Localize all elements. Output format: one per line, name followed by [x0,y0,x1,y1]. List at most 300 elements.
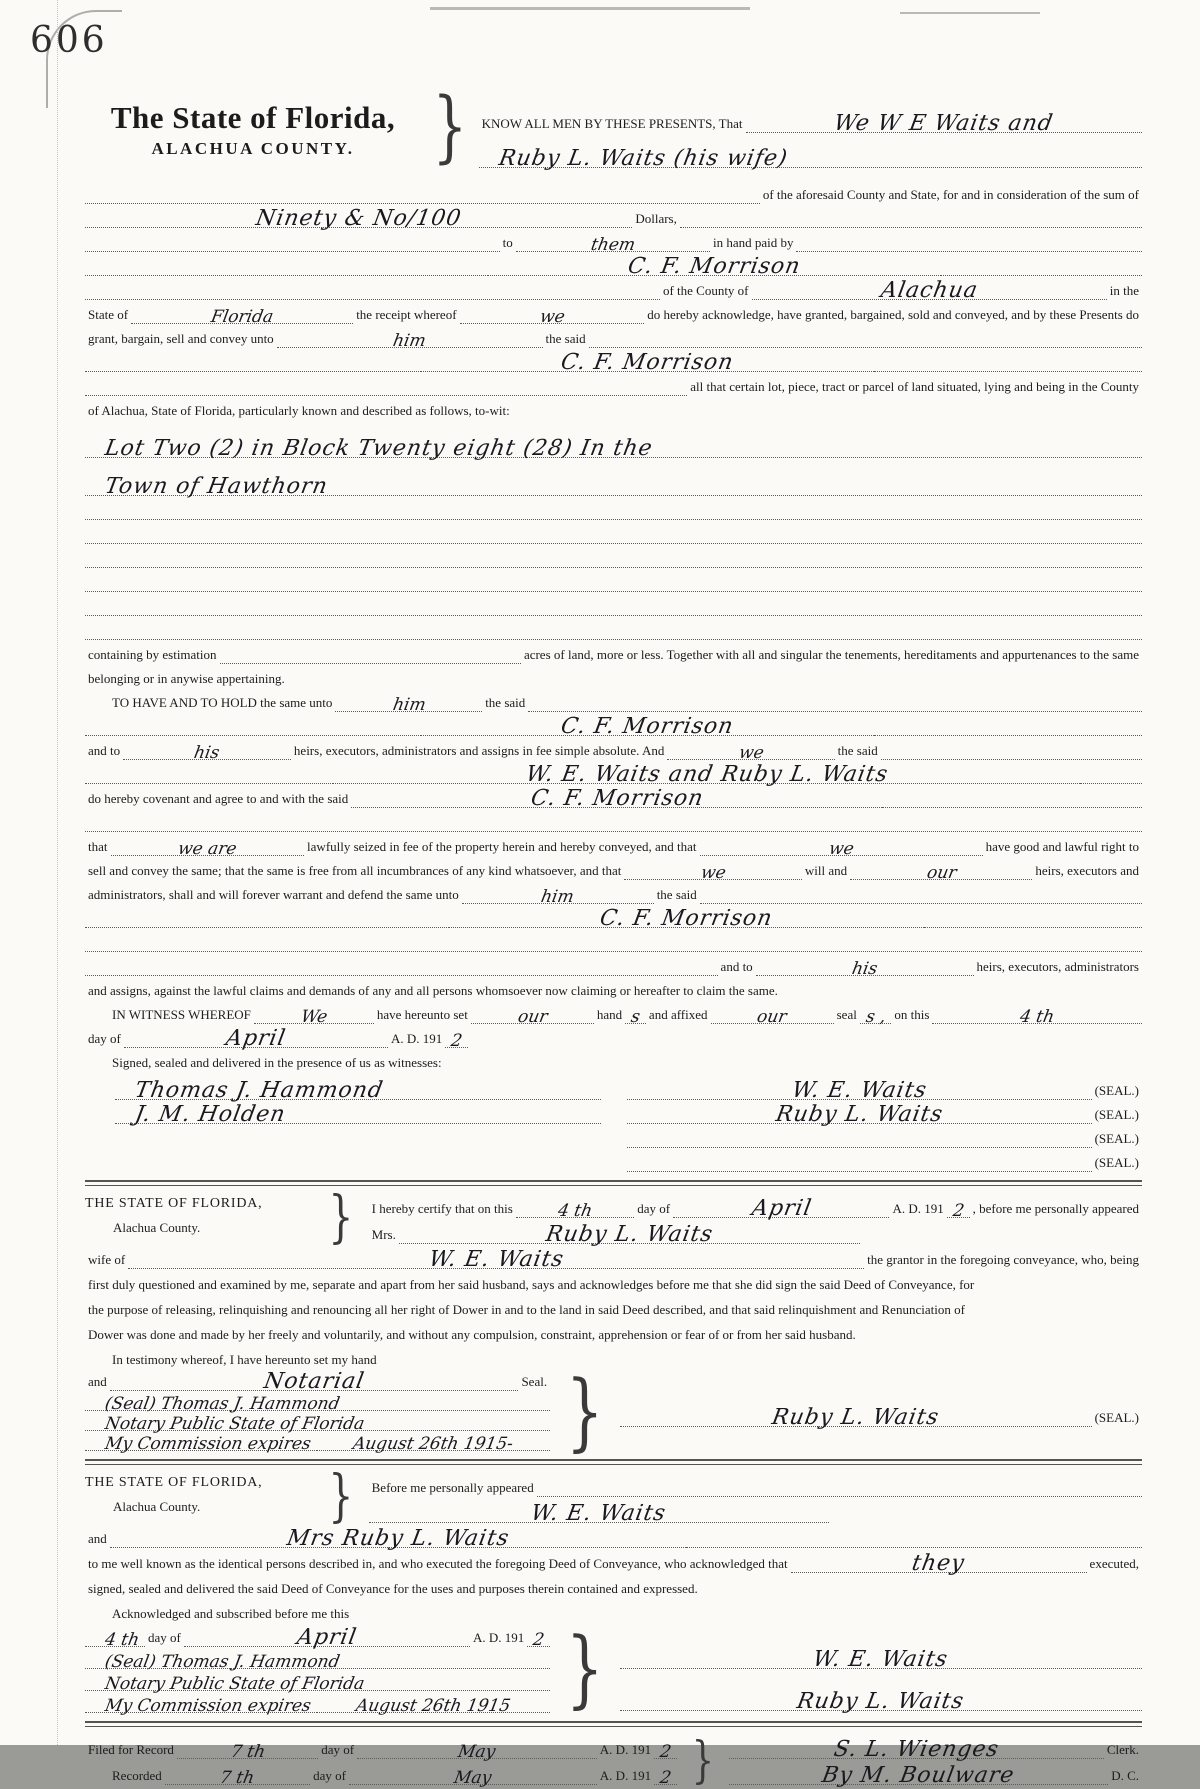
printed-text: Filed for Record [88,1742,174,1758]
handwriting-slot [479,132,1142,171]
handwritten-entry: s [629,1007,642,1027]
form-line [85,324,1142,351]
handwriting-slot [124,1023,388,1051]
dotted-blank [85,251,488,276]
handwritten-entry: W. E. Waits [529,1501,669,1526]
form-line [85,784,1142,811]
printed-text: to [502,235,513,251]
handwritten-entry: We W E Waits and [832,111,1056,136]
printed-text: belonging or in anywise appertaining. [88,671,285,687]
printed-text: Recorded [112,1768,162,1784]
form-line [85,204,1142,231]
notary-block-dower [85,1185,1142,1460]
form-line [85,1647,550,1672]
form-line [729,1733,1142,1762]
handwritten-entry: Ruby L. Waits [543,1222,716,1247]
handwriting-slot [850,855,1032,883]
printed-text: of the County of [662,283,749,299]
handwritten-entry: (Seal) Thomas J. Hammond [103,1652,342,1672]
form-line [620,1627,1142,1672]
handwriting-slot [85,457,1142,499]
handwritten-entry: our [924,863,958,883]
printed-text: (SEAL.) [1094,1083,1139,1099]
form-line [627,1100,1142,1127]
scan-artifact [900,12,1040,14]
dotted-blank [445,1048,1142,1072]
section-divider [85,1459,1142,1465]
dotted-blank [85,275,660,300]
dotted-blank [513,396,1142,420]
printed-text: the said [545,331,586,347]
form-line [85,808,1142,832]
form-line [85,228,1142,255]
printed-text: State of [88,307,129,323]
grantor-signature-column [627,1076,1142,1172]
form-line [85,496,1142,520]
handwritten-entry: we [737,743,766,763]
printed-text: day of [321,1742,355,1758]
handwritten-entry: Town of Hawthorn [102,474,330,499]
printed-text: Clerk. [1106,1742,1139,1758]
header-left [85,90,421,159]
handwritten-entry: Mrs Ruby L. Waits [284,1526,512,1551]
form-line [85,544,1142,568]
form-line [85,1369,550,1394]
handwriting-slot [421,711,874,739]
handwriting-slot [184,1624,470,1650]
handwriting-slot [791,1547,1087,1576]
printed-text: grant, bargain, sell and convey unto [88,331,274,347]
form-line [85,712,1142,739]
printed-text: Seal. [521,1374,548,1390]
section-divider [85,1180,1142,1186]
state-caption: THE STATE OF FLORIDA, [85,1475,263,1490]
handwriting-slot [627,1075,1091,1103]
handwriting-slot [165,1758,310,1788]
printed-text: day of [148,1630,181,1646]
handwritten-entry: My Commission expires [103,1434,313,1454]
printed-text: do hereby covenant and agree to and with the said [88,791,349,807]
form-line [85,1548,1142,1576]
dotted-blank [85,347,421,372]
handwriting-slot [115,1075,601,1103]
form-line [369,1192,1142,1221]
form-line [85,458,1142,499]
form-line [85,1669,550,1694]
handwritten-entry: 4 th [103,1630,141,1650]
printed-text: Mrs. [371,1227,396,1243]
dotted-blank [874,711,1142,736]
dotted-blank [627,1147,1091,1172]
form-line [85,976,1142,1000]
form-line [115,1076,601,1103]
printed-text: day of [88,1031,121,1047]
handwritten-entry: Ruby L. Waits [795,1689,967,1714]
printed-text: executed, [1089,1556,1139,1572]
form-line [620,1397,1142,1430]
form-line [85,348,1142,375]
form-line [85,928,1142,952]
county-subtitle: ALACHUA COUNTY. [151,139,355,158]
printed-text: KNOW ALL MEN BY THESE PRESENTS, That [481,116,743,132]
dotted-blank [528,687,1142,712]
handwriting-slot [673,1191,889,1221]
printed-text: to me well known as the identical persons described in, and who executed the foregoing Deed of Conveyance, who acknowledged that [88,1556,788,1572]
handwritten-entry: C. F. Morrison [558,714,736,739]
handwritten-entry: C. F. Morrison [528,786,706,811]
printed-text: (SEAL.) [1094,1155,1139,1171]
printed-text: wife of [88,1252,126,1268]
printed-text: heirs, executors, administrators and assigns in fee simple absolute. And [293,743,665,759]
form-line [85,616,1142,640]
handwriting-slot [85,419,1142,461]
dotted-blank [85,519,1142,544]
handwriting-slot [460,299,645,327]
notary-block-acknowledgment [85,1464,1142,1717]
printed-text: will and [804,863,848,879]
printed-text: A. D. 191 [472,1630,525,1646]
dotted-blank [882,783,1142,808]
handwriting-slot [932,999,1142,1027]
dotted-blank [85,615,1142,640]
form-line [479,98,1142,136]
dotted-blank [874,347,1142,372]
form-line [479,133,1142,171]
form-line [85,664,1142,688]
dotted-blank [589,323,1142,348]
printed-text: the receipt whereof [356,307,457,323]
form-line [85,568,1142,592]
form-line [85,1523,1142,1551]
printed-text: day of [313,1768,346,1784]
handwriting-slot [516,1191,634,1221]
notary2-seal-column [85,1625,550,1716]
binding-spine-line [57,0,58,1745]
form-line [85,1625,550,1650]
form-line [85,1319,1142,1344]
form-line [85,420,1142,461]
printed-text: and [88,1374,107,1390]
printed-text: (SEAL.) [1094,1107,1139,1123]
handwritten-entry: My Commission expires [103,1696,313,1716]
handwritten-entry: 2 [449,1031,464,1051]
handwritten-entry: him [539,887,576,907]
printed-text: and assigns, against the lawful claims and demands of any and all persons whomsoever now claiming or hereafter to claim the same. [88,983,778,999]
form-line [115,1100,601,1127]
dotted-blank [468,1024,1142,1048]
handwriting-slot [85,1624,145,1650]
printed-text: first duly questioned and examined by me, separate and apart from her said husband, says and acknowledges before me that she did sign the said Deed of Conveyance, for [88,1277,975,1293]
handwriting-slot [624,855,802,883]
printed-text: A. D. 191 [892,1201,944,1217]
document-header [85,82,1142,172]
handwritten-entry: April [749,1196,814,1221]
brace-glyph: } [566,1362,604,1460]
witness-signature-area [85,1076,1142,1172]
handwriting-slot [254,999,374,1027]
dotted-blank [796,227,1142,252]
printed-text: the purpose of releasing, relinquishing and renouncing all her right of Dower in and to the land in said Deed described, and that said relinquishment and Renunciation of [88,1302,965,1318]
handwriting-slot [333,759,1080,787]
dotted-blank [85,567,1142,592]
brace-glyph: } [432,82,468,172]
dotted-blank [924,903,1142,928]
handwriting-slot [445,1023,468,1051]
form-line [85,592,1142,616]
handwriting-slot [123,735,291,763]
page-number: 606 [30,20,108,61]
handwriting-slot [620,1626,1142,1672]
handwritten-entry: 2 [658,1742,673,1762]
notary1-seal-column [85,1369,550,1454]
printed-text: Acknowledged and subscribed before me this [112,1606,350,1622]
handwritten-entry: 2 [531,1630,546,1650]
handwritten-entry: his [192,743,222,763]
dotted-blank [537,1470,1142,1497]
handwritten-entry: Thomas J. Hammond [132,1078,386,1103]
printed-text: Before me personally appeared [371,1480,534,1496]
handwritten-entry: 2 [658,1768,673,1788]
printed-text: Dower was done and made by her freely and voluntarily, and without any compulsion, constraint, apprehension or fear of or from her said husband. [88,1327,856,1343]
printed-text: seal [836,1007,857,1023]
handwriting-slot [85,203,632,231]
form-line [85,1000,1142,1027]
notary2-ack-area [85,1619,1142,1717]
notary2-appeared-lines [369,1471,1142,1526]
handwritten-entry: We [299,1007,329,1027]
form-line [85,1759,677,1788]
handwriting-slot [335,687,482,715]
form-line [85,952,1142,979]
dotted-blank [220,639,521,664]
handwritten-entry: C. F. Morrison [558,350,736,375]
printed-text: and affixed [648,1007,708,1023]
handwritten-entry: Ruby L. Waits [773,1102,946,1127]
printed-text: on this [894,1007,930,1023]
printed-text: In testimony whereof, I have hereunto set my hand [112,1352,377,1368]
handwriting-slot [860,999,892,1027]
form-line [85,180,1142,204]
printed-text: have hereunto set [376,1007,468,1023]
handwritten-entry: we [699,863,728,883]
handwriting-slot [746,97,1143,136]
handwriting-slot [421,347,874,375]
handwritten-entry: Ninety & No/100 [253,206,464,231]
printed-text: Signed, sealed and delivered in the presence of us as witnesses: [112,1055,442,1071]
form-line [85,1411,550,1434]
dotted-blank [85,179,760,204]
handwritten-entry: W. E. Waits [426,1247,566,1272]
handwriting-slot [752,275,1107,303]
header-right [479,90,1142,171]
printed-text: of the aforesaid County and State, for and in consideration of the sum of [762,187,1139,203]
form-line [85,276,1142,303]
printed-text: in the [1109,283,1139,299]
handwritten-entry: we [827,839,856,859]
form-line [85,372,1142,396]
county-caption: Alachua County. [113,1499,201,1514]
form-line [369,1471,1142,1497]
dotted-blank [85,951,718,976]
handwriting-slot [471,999,594,1027]
form-line [85,1691,550,1716]
handwriting-slot [625,999,646,1027]
printed-text: IN WITNESS WHEREOF [112,1007,251,1023]
printed-text: (SEAL.) [1094,1131,1139,1147]
form-line [729,1759,1142,1788]
handwriting-slot [111,831,305,859]
handwriting-slot [399,1217,860,1247]
handwritten-entry: (Seal) Thomas J. Hammond [103,1394,342,1414]
record-officials-column [729,1733,1142,1787]
printed-text: and to [88,743,121,759]
handwriting-slot [654,1732,677,1762]
dotted-blank [680,203,1142,228]
handwriting-slot [131,299,353,327]
scan-artifact [430,7,750,10]
handwritten-entry: we are [176,839,239,859]
handwritten-entry: Lot Two (2) in Block Twenty eight (28) In the [102,436,655,461]
handwriting-slot [357,1732,597,1762]
handwriting-slot [277,323,543,351]
dotted-blank [781,976,1142,1000]
deed-body [85,180,1142,1072]
handwritten-entry: 7 th [218,1768,257,1788]
handwritten-entry: W. E. Waits [811,1647,951,1672]
handwritten-entry: W. E. Waits and Ruby L. Waits [523,762,890,787]
form-line [85,1294,1142,1319]
printed-text: Dollars, [635,211,677,227]
dotted-blank [700,879,1142,904]
form-line [85,760,1142,787]
form-line [85,396,1142,420]
handwriting-slot [177,1732,318,1762]
witness-column [85,1076,601,1172]
form-line [85,904,1142,931]
brace-glyph: } [566,1619,604,1717]
handwritten-entry: C. F. Morrison [625,254,803,279]
printed-text: I hereby certify that on this [371,1201,513,1217]
handwriting-slot [627,1099,1091,1127]
dotted-blank [941,251,1142,276]
printed-text: A. D. 191 [599,1742,652,1758]
handwritten-entry: them [589,235,637,255]
handwritten-entry: C. F. Morrison [597,906,775,931]
printed-text: the said [837,743,878,759]
handwritten-entry: April [224,1026,288,1051]
handwritten-entry: Ruby L. Waits (his wife) [496,146,790,171]
handwritten-entry: we [537,307,567,327]
handwriting-slot [527,1624,550,1650]
handwriting-slot [488,251,941,279]
printed-text: lawfully seized in fee of the property herein and hereby conveyed, and that [307,839,697,855]
notary2-header [85,1464,1142,1529]
handwritten-entry: 4 th [556,1201,594,1221]
printed-text: heirs, executors and [1035,863,1139,879]
printed-text: do hereby acknowledge, have granted, bargained, sold and conveyed, and by these Presents do [647,307,1140,323]
dotted-blank [1080,759,1142,784]
handwriting-slot [349,1758,597,1788]
handwritten-entry: W. E. Waits [789,1078,930,1103]
handwritten-entry: By M. Boulware [820,1763,1017,1788]
printed-text: have good and lawful right to [985,839,1139,855]
notary1-body [85,1244,1142,1369]
printed-text: the said [656,887,697,903]
form-line [85,640,1142,664]
printed-text: containing by estimation [88,647,217,663]
printed-text: day of [637,1201,671,1217]
form-line [85,1733,677,1762]
handwriting-slot [85,1430,317,1454]
handwriting-slot [700,831,983,859]
form-line [85,1598,1142,1623]
notary1-signature-column [620,1371,1142,1451]
brace-glyph: } [691,1731,714,1789]
section-divider [85,1721,1142,1727]
dotted-blank [829,1497,1142,1523]
handwritten-entry: Alachua [878,278,980,303]
handwriting-slot [729,1732,1104,1762]
handwriting-slot [110,1369,519,1394]
form-line [85,1269,1142,1294]
notary2-state-block [85,1471,323,1515]
form-line [85,880,1142,907]
dotted-blank [288,664,1142,688]
handwriting-slot [449,903,924,931]
printed-text: of Alachua, State of Florida, particularly known and described as follows, to-wit: [88,403,510,419]
handwritten-entry: his [850,959,880,979]
printed-text: all that certain lot, piece, tract or parcel of land situated, lying and being in the County [690,379,1139,395]
printed-text: administrators, shall and will forever warrant and defend the same unto [88,887,459,903]
printed-text: A. D. 191 [390,1031,443,1047]
form-line [85,1431,550,1454]
dotted-blank [85,591,1142,616]
handwritten-entry: Notarial [261,1369,367,1394]
dotted-blank [881,735,1142,760]
handwritten-entry: 2 [951,1201,966,1221]
form-line [85,252,1142,279]
handwriting-slot [711,999,834,1027]
printed-text: , before me personally appeared [972,1201,1139,1217]
form-line [369,1218,1142,1247]
printed-text: D. C. [1111,1768,1139,1784]
handwritten-entry: our [516,1007,549,1027]
form-line [85,1573,1142,1598]
printed-text: in hand paid by [712,235,794,251]
form-line [85,856,1142,883]
handwriting-slot [369,1496,829,1526]
brace-glyph: } [328,1464,354,1529]
handwriting-slot [947,1191,970,1221]
handwritten-entry: May [452,1768,494,1788]
form-line [627,1124,1142,1148]
handwritten-entry: J. M. Holden [132,1102,288,1127]
form-line [85,1244,1142,1272]
document-content [85,82,1142,1789]
handwriting-slot [729,1758,1108,1788]
record-footer [85,1733,1142,1787]
printed-text: and [88,1531,107,1547]
handwritten-entry: Ruby L. Waits [770,1405,942,1430]
printed-text: TO HAVE AND TO HOLD the same unto [112,695,333,711]
printed-text: and to [720,959,753,975]
form-line [85,1048,1142,1072]
form-line [85,688,1142,715]
handwritten-entry: August 26th 1915 [354,1696,513,1716]
form-line [627,1148,1142,1172]
notary2-signature-column [620,1625,1142,1713]
county-caption: Alachua County. [113,1220,201,1235]
